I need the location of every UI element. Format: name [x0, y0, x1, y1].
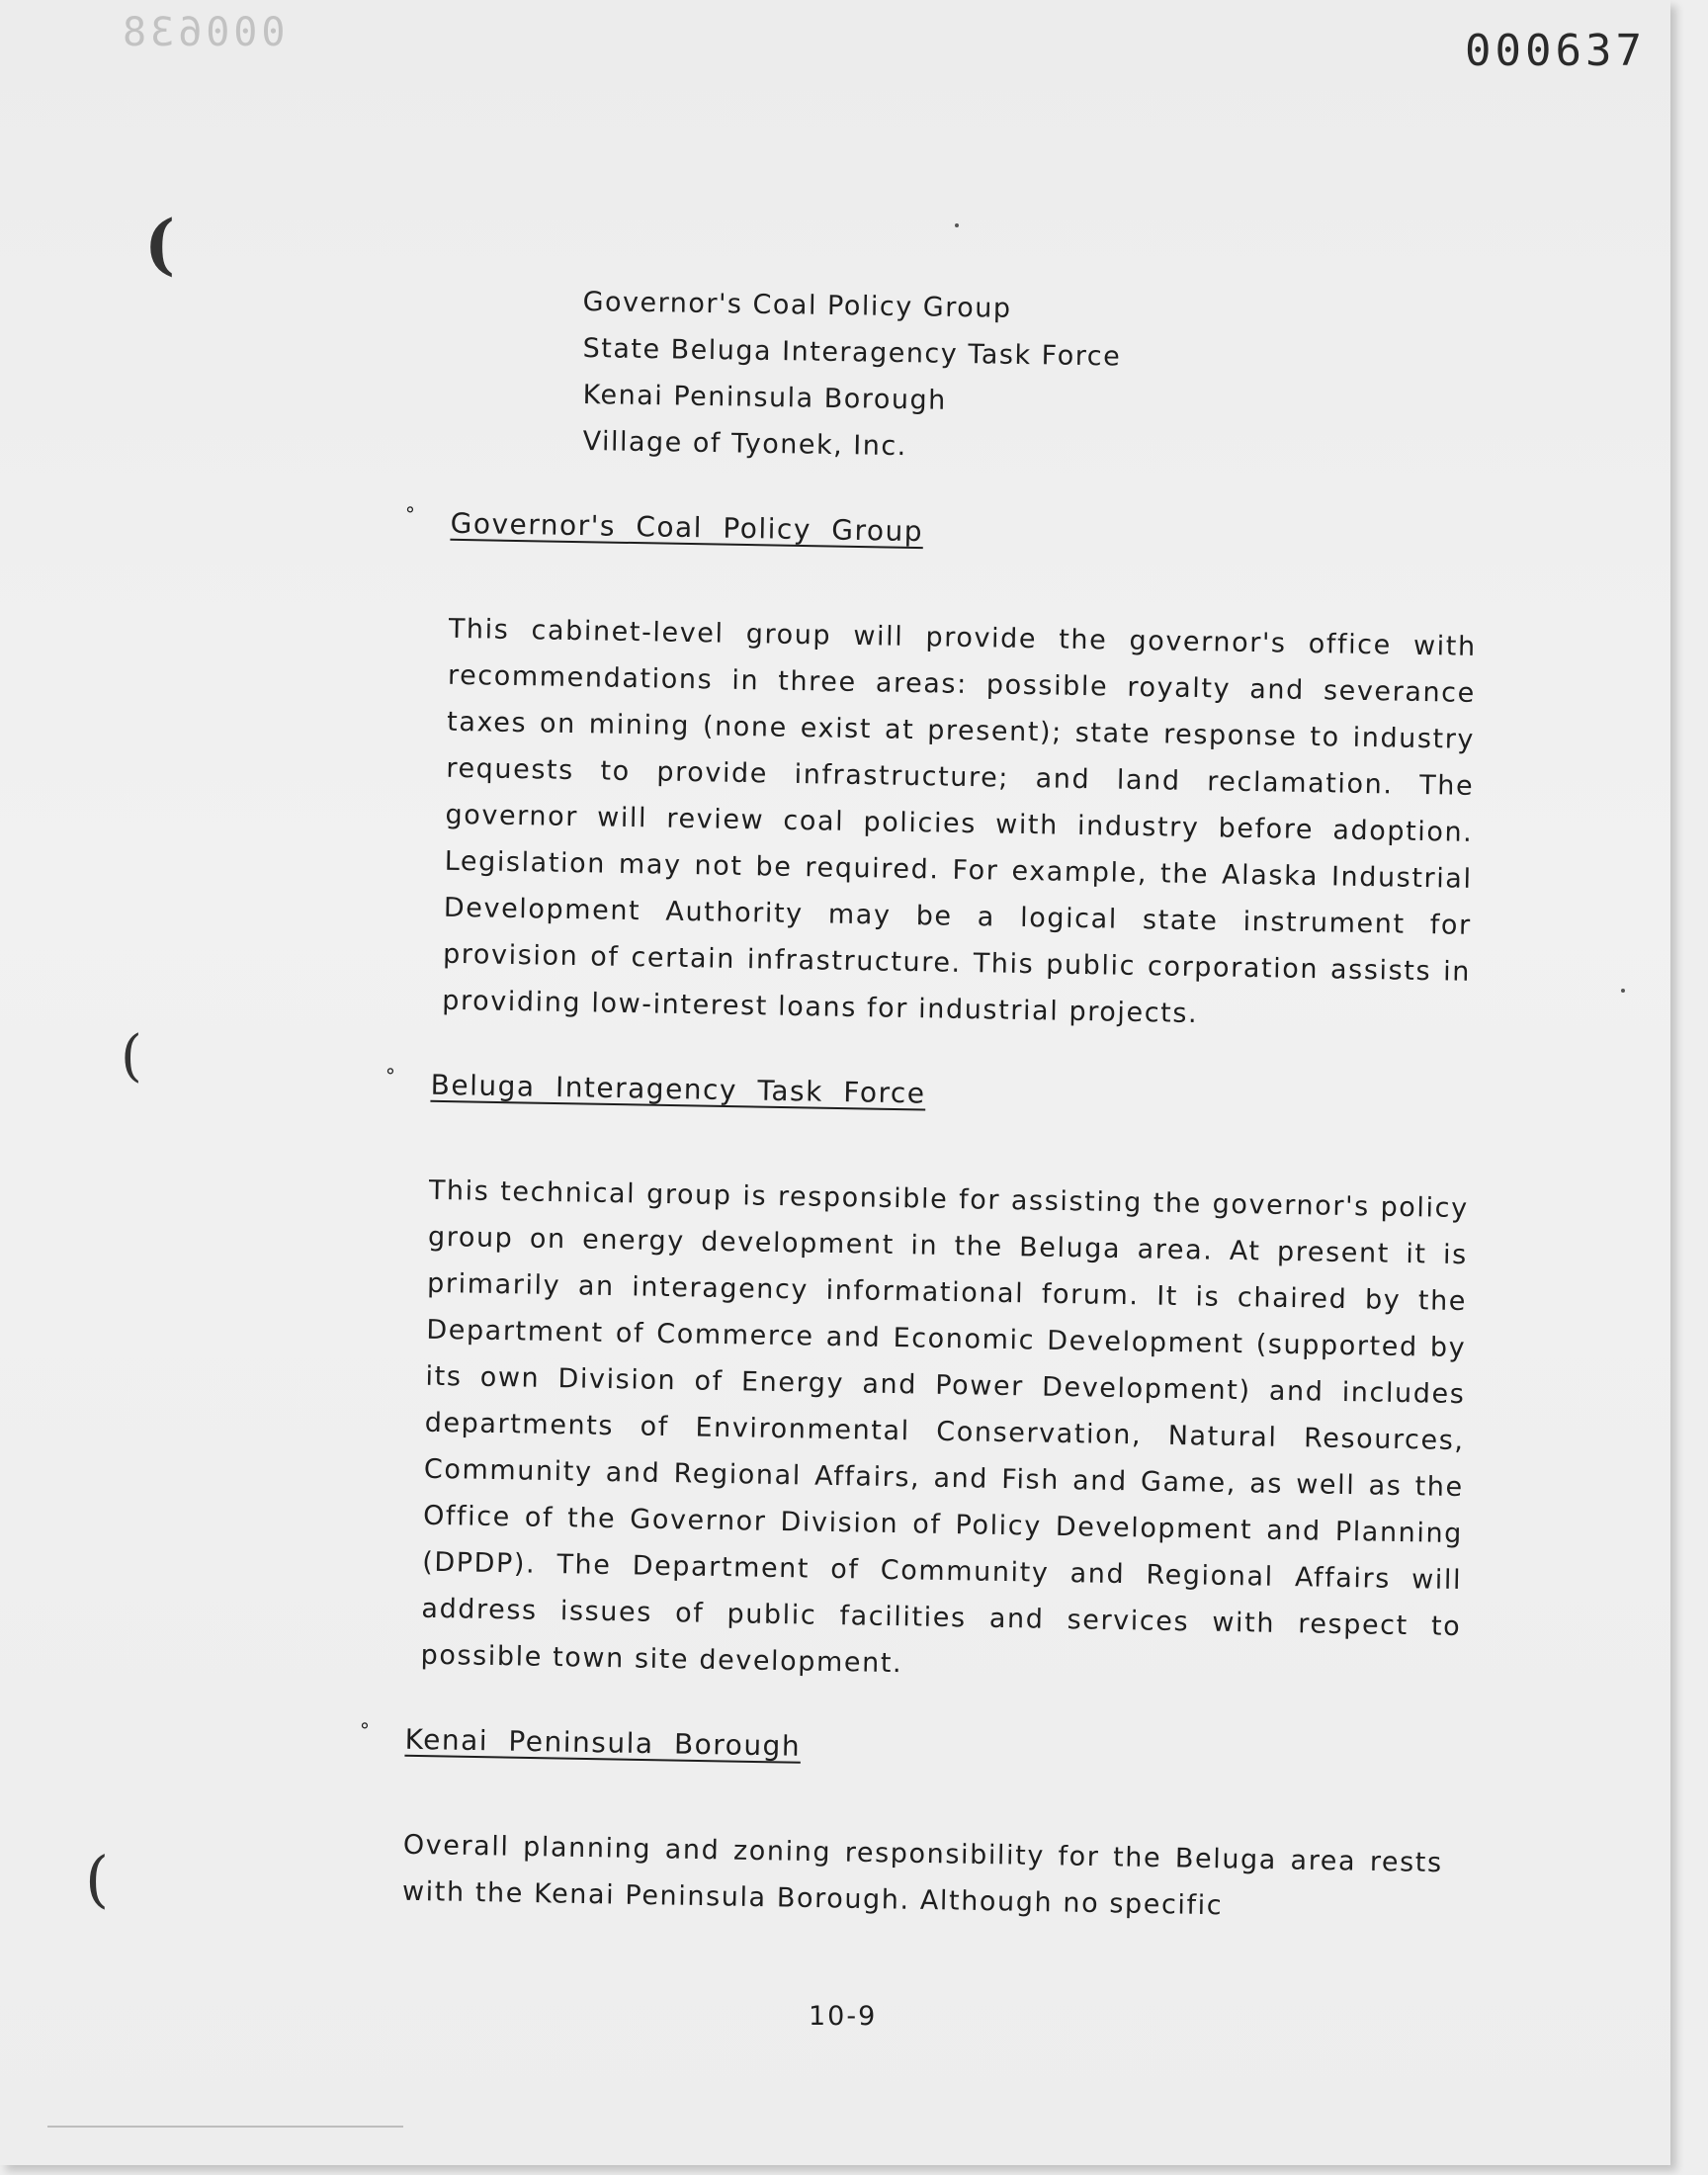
section-heading-row — [404, 502, 1493, 584]
scan-speck — [955, 223, 959, 227]
scan-speck — [1621, 989, 1625, 993]
section-body: This technical group is responsible for assisting the governor's policy group on energy development in the Beluga area. At present it is primarily an interagency informational forum. It is chaired by the Department of Commerce and Economic Development (supported by its own Division of Energy and Power Development) and includes departments of Environmental Conservation, Natural Resources, Community and Regional Affairs, and Fish and Game, as well as the Office of the Governor Division of Policy Development and Planning (DPDP). The Department of Community and Regional Affairs will address issues of public facilities and services with respect to possible town site development. — [420, 1174, 1469, 1680]
page-number: 10-9 — [809, 2001, 878, 2032]
header-line: State Beluga Interagency Task Force — [582, 332, 1122, 373]
section-heading-row — [384, 1064, 1483, 1146]
bottom-rule — [47, 2126, 403, 2128]
section-beluga-interagency-task-force — [375, 1064, 1483, 1696]
bullet-icon: ° — [404, 502, 416, 527]
bullet-icon: ° — [384, 1064, 396, 1088]
document-number-stamp: 000637 — [1465, 26, 1646, 76]
header-block — [583, 279, 1122, 465]
section-heading-row — [359, 1718, 1457, 1800]
bleed-through-number: 000638 — [119, 10, 286, 55]
section-heading: Kenai Peninsula Borough — [404, 1722, 802, 1763]
header-line: Kenai Peninsula Borough — [582, 379, 947, 416]
section-body: This cabinet-level group will provide the governor's office with recommendations in three areas: possible royalty and severance taxes on mining (none exist at present); state response to industry requests to provide infrastructure; and land reclamation. The governor will review coal policies with industry before adoption. Legislation may not be required. For example, the Alaska Industrial Development Authority may be a logical state instrument for provision of certain infrastructure. This public corporation assists in providing low-interest loans for industrial projects. — [442, 613, 1477, 1030]
punch-hole-mark-middle: ( — [121, 1024, 142, 1088]
section-governors-coal-policy-group — [396, 502, 1493, 1042]
punch-hole-mark-bottom: ( — [85, 1843, 110, 1915]
bullet-icon: ° — [359, 1718, 371, 1743]
section-kenai-peninsula-borough — [357, 1718, 1457, 1933]
section-body: Overall planning and zoning responsibility for the Beluga area rests with the Kenai Peninsula Borough. Although no specific — [401, 1829, 1443, 1922]
section-heading: Beluga Interagency Task Force — [430, 1068, 926, 1110]
section-heading: Governor's Coal Policy Group — [450, 506, 924, 549]
punch-hole-mark-top: ( — [144, 206, 176, 283]
header-line: Village of Tyonek, Inc. — [582, 425, 908, 463]
header-line: Governor's Coal Policy Group — [582, 286, 1012, 324]
